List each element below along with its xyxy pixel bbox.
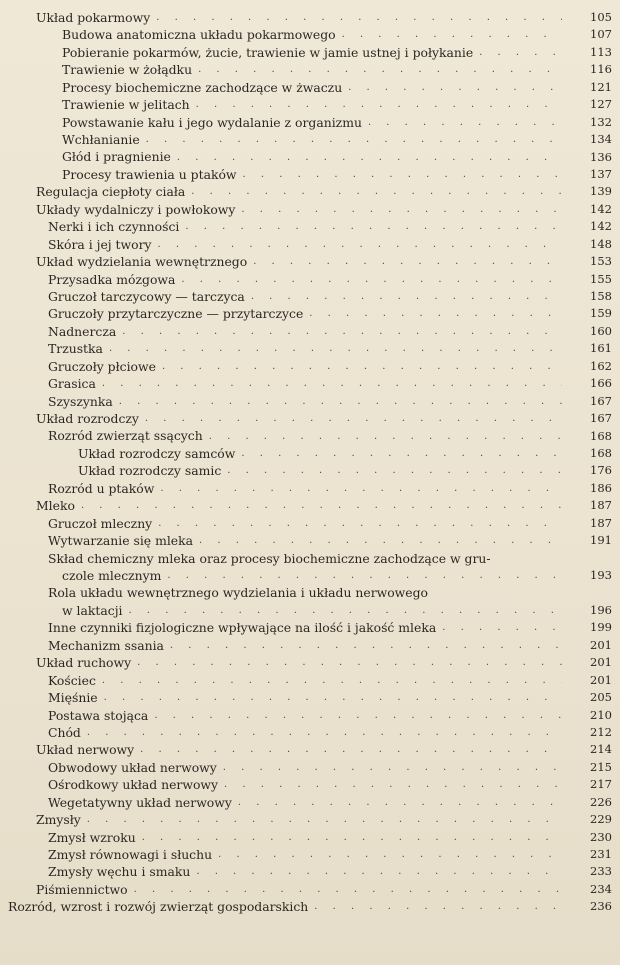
toc-entry-text [48,340,562,357]
toc-entry-title-continuation: w laktacji [62,602,123,618]
toc-entry-title: Obwodowy układ nerwowy [48,759,217,775]
dot-leader [198,61,562,78]
dot-leader [227,462,562,479]
toc-entry-text [48,672,562,689]
toc-page-number: 217 [590,777,612,792]
toc-page-number: 161 [590,341,612,356]
toc-entry-title: Piśmiennictwo [36,881,128,897]
toc-entry [0,462,620,479]
dot-leader [243,166,562,183]
toc-page-number: 162 [590,358,612,373]
toc-entry [0,236,620,253]
toc-entry [0,724,620,741]
toc-page-number: 139 [590,184,612,199]
toc-entry-title: Mięśnie [48,690,98,706]
toc-entry [0,149,620,166]
toc-entry-title: Ośrodkowy układ nerwowy [48,777,219,793]
toc-entry-text [36,654,562,671]
toc-entry [0,445,620,462]
toc-entry-title: Wegetatywny układ nerwowy [48,794,232,810]
dot-leader [87,811,562,828]
dot-leader [309,305,562,322]
toc-entry [0,358,620,375]
dot-leader [224,776,562,793]
dot-leader [102,672,562,689]
dot-leader [87,724,562,741]
toc-entry-title: Trawienie w jelitach [62,97,190,113]
toc-entry [0,166,620,183]
dot-leader [348,79,562,96]
toc-entry [0,550,620,585]
toc-entry-text [48,829,562,846]
toc-entry [0,79,620,96]
dot-leader [314,898,562,915]
dot-leader [104,689,562,706]
dot-leader [181,271,562,288]
toc-entry-text [48,236,562,253]
table-of-contents [0,9,620,916]
toc-entry-title: Regulacja ciepłoty ciała [36,184,186,200]
toc-page-number: 193 [590,568,612,582]
toc-entry [0,637,620,654]
toc-entry-text [48,288,562,305]
dot-leader [241,201,562,218]
toc-entry-text [78,462,562,479]
toc-page-number: 136 [590,149,612,164]
toc-entry [0,846,620,863]
toc-entry-title: Gruczoły przytarczyczne — przytarczyce [48,306,304,322]
dot-leader [241,445,562,462]
dot-leader [368,114,562,131]
toc-entry [0,44,620,61]
toc-entry-title: Rozród, wzrost i rozwój zwierząt gospodarskich [8,899,309,915]
toc-entry-text [48,532,562,549]
toc-entry-text [62,79,562,96]
toc-entry-title: Skład chemiczny mleka oraz procesy biochemiczne zachodzące w gru- [48,550,491,566]
dot-leader [185,218,562,235]
dot-leader [140,741,562,758]
toc-page-number: 137 [590,166,612,181]
dot-leader [81,497,562,514]
toc-entry [0,375,620,392]
toc-entry-text [48,863,562,880]
toc-page-number: 134 [590,132,612,147]
dot-leader [102,375,562,392]
toc-entry-text [36,410,562,427]
toc-page-number: 160 [590,323,612,338]
dot-leader [158,236,562,253]
toc-entry [0,584,620,619]
toc-page-number: 153 [590,254,612,269]
toc-entry-title: Zmysły [36,812,81,828]
toc-page-number: 187 [590,498,612,513]
toc-page-number: 132 [590,114,612,129]
toc-entry [0,811,620,828]
dot-leader [253,253,562,270]
toc-entry [0,881,620,898]
toc-entry-text [48,794,562,811]
toc-entry [0,183,620,200]
toc-page-number: 167 [590,393,612,408]
toc-entry [0,776,620,793]
toc-entry [0,201,620,218]
toc-entry-text [8,898,562,915]
toc-entry [0,689,620,706]
toc-entry-text [48,428,562,445]
toc-page-number: 229 [590,812,612,827]
toc-page-number: 214 [590,742,612,757]
toc-page-number: 148 [590,236,612,251]
dot-leader [238,794,562,811]
toc-entry [0,619,620,636]
toc-page-number: 236 [590,899,612,914]
dot-leader [223,759,562,776]
toc-entry [0,131,620,148]
toc-entry-title: Inne czynniki fizjologiczne wpływające na ilość i jakość mleka [48,620,437,636]
toc-page-number: 233 [590,864,612,879]
toc-entry-text [48,271,562,288]
dot-leader [146,131,562,148]
toc-page-number: 215 [590,759,612,774]
toc-entry [0,480,620,497]
toc-entry-title: Układ nerwowy [36,742,135,758]
toc-entry-text [48,480,562,497]
toc-entry-text [48,619,562,636]
toc-entry [0,898,620,915]
dot-leader [191,183,562,200]
toc-entry-text [48,305,562,322]
toc-page-number: 201 [590,672,612,687]
toc-entry [0,532,620,549]
toc-entry-title: Układy wydalniczy i powłokowy [36,201,236,217]
toc-page-number: 226 [590,794,612,809]
toc-entry [0,253,620,270]
toc-entry [0,61,620,78]
dot-leader [129,602,562,619]
toc-entry-text [48,846,562,863]
toc-entry [0,707,620,724]
dot-leader [177,149,562,166]
toc-entry [0,218,620,235]
toc-entry-title: Gruczoł tarczycowy — tarczyca [48,288,245,304]
dot-leader [109,340,562,357]
dot-leader [170,637,562,654]
toc-entry-title: Układ rozrodczy samców [78,445,236,461]
toc-entry [0,305,620,322]
dot-leader [251,288,562,305]
toc-page-number: 234 [590,881,612,896]
toc-page-number: 196 [590,602,612,617]
toc-entry-title: Mechanizm ssania [48,637,164,653]
toc-entry [0,393,620,410]
toc-entry-text [48,375,562,392]
dot-leader [158,515,562,532]
toc-entry [0,672,620,689]
toc-entry-title: Szyszynka [48,393,113,409]
toc-entry [0,323,620,340]
dot-leader [196,96,562,113]
dot-leader [160,480,562,497]
dot-leader [196,863,562,880]
toc-entry-text [48,393,562,410]
dot-leader [137,654,562,671]
toc-entry-title: Głód i pragnienie [62,149,171,165]
toc-entry [0,759,620,776]
toc-entry-text [36,9,562,26]
toc-entry [0,271,620,288]
toc-page-number: 186 [590,480,612,495]
toc-page-number: 113 [590,44,612,59]
toc-entry-title: Zmysł równowagi i słuchu [48,847,213,863]
dot-leader [209,428,562,445]
toc-page-number: 155 [590,271,612,286]
toc-entry-text [48,584,562,619]
toc-entry-title: Budowa anatomiczna układu pokarmowego [62,27,336,43]
toc-page-number: 159 [590,306,612,321]
toc-page-number: 201 [590,655,612,670]
toc-entry [0,829,620,846]
toc-entry-text [48,323,562,340]
toc-entry-title: Kościec [48,672,96,688]
toc-page-number: 158 [590,289,612,303]
toc-entry-title: Rola układu wewnętrznego wydzielania i układu nerwowego [48,585,429,601]
toc-page-number: 176 [590,463,612,478]
toc-entry [0,515,620,532]
toc-entry [0,794,620,811]
toc-page-number: 212 [590,724,612,739]
toc-entry-title: Grasica [48,376,96,392]
toc-page-number: 142 [590,201,612,216]
toc-entry-text [36,201,562,218]
toc-entry-title-continuation: czole mlecznym [62,568,162,583]
toc-entry-text [36,253,562,270]
toc-entry-text [78,445,562,462]
dot-leader [145,410,562,427]
toc-entry [0,863,620,880]
toc-page-number: 199 [590,620,612,635]
toc-page-number: 116 [590,62,612,77]
toc-entry-text [62,114,562,131]
toc-page-number: 107 [590,27,612,42]
dot-leader [142,829,562,846]
toc-entry-title: Skóra i jej twory [48,236,152,252]
toc-page-number: 205 [590,690,612,705]
toc-entry-text [48,759,562,776]
toc-entry-title: Chód [48,724,81,740]
toc-page-number: 167 [590,411,612,426]
toc-entry-title: Procesy biochemiczne zachodzące w żwaczu [62,79,343,95]
toc-entry-text [48,689,562,706]
toc-page-number: 210 [590,707,612,722]
toc-entry-text [62,61,562,78]
toc-entry-text [48,218,562,235]
toc-entry-title: Procesy trawienia u ptaków [62,166,237,182]
dot-leader [156,9,562,26]
toc-entry-text [62,26,562,43]
dot-leader [122,323,562,340]
toc-entry-title: Układ rozrodczy samic [78,463,222,479]
toc-page-number: 191 [590,533,612,548]
toc-page-number: 201 [590,637,612,652]
toc-entry-title: Powstawanie kału i jego wydalanie z organizmu [62,114,362,130]
dot-leader [162,358,562,375]
dot-leader [167,567,562,584]
toc-entry-text [62,149,562,166]
toc-page-number: 127 [590,97,612,112]
toc-entry-text [48,550,562,585]
dot-leader [199,532,562,549]
toc-entry-text [48,358,562,375]
toc-entry [0,114,620,131]
toc-entry-title: Gruczoły płciowe [48,358,156,374]
toc-entry-text [36,741,562,758]
toc-entry-title: Nadnercza [48,323,117,339]
toc-entry [0,26,620,43]
toc-entry-title: Nerki i ich czynności [48,219,180,235]
toc-page-number: 121 [590,79,612,94]
toc-entry-title: Rozród u ptaków [48,480,155,496]
toc-entry-title: Gruczoł mleczny [48,515,153,531]
toc-entry [0,654,620,671]
toc-entry-text [48,724,562,741]
toc-entry-text [48,776,562,793]
toc-entry-title: Rozród zwierząt ssących [48,428,203,444]
toc-entry [0,340,620,357]
toc-entry-text [48,707,562,724]
toc-entry-title: Układ ruchowy [36,655,132,671]
toc-page-number: 230 [590,829,612,844]
toc-entry-title: Mleko [36,498,75,514]
toc-entry-title: Wchłanianie [62,132,140,148]
toc-entry-title: Zmysły węchu i smaku [48,864,191,880]
toc-page-number: 168 [590,428,612,443]
dot-leader [479,44,562,61]
toc-page-number: 231 [590,847,612,862]
toc-entry-text [62,96,562,113]
toc-entry [0,9,620,26]
toc-entry-text [62,44,562,61]
toc-page-number: 105 [590,10,612,24]
toc-entry-text [48,515,562,532]
toc-entry-title: Układ pokarmowy [36,9,151,25]
toc-page-number: 142 [590,219,612,234]
toc-entry-title: Postawa stojąca [48,707,149,723]
toc-page-number: 166 [590,376,612,391]
toc-entry-title: Przysadka mózgowa [48,271,176,287]
dot-leader [442,619,562,636]
toc-entry [0,410,620,427]
dot-leader [134,881,562,898]
toc-entry-text [62,166,562,183]
dot-leader [218,846,562,863]
toc-entry-title: Układ rozrodczy [36,411,139,427]
toc-entry-text [48,637,562,654]
dot-leader [154,707,562,724]
toc-entry [0,741,620,758]
toc-entry-text [36,811,562,828]
toc-entry-text [36,497,562,514]
dot-leader [119,393,562,410]
toc-entry-text [62,131,562,148]
toc-entry [0,288,620,305]
toc-entry-title: Trzustka [48,341,103,357]
toc-entry [0,96,620,113]
toc-entry-text [36,183,562,200]
toc-entry [0,428,620,445]
toc-entry-title: Pobieranie pokarmów, żucie, trawienie w jamie ustnej i połykanie [62,44,474,60]
toc-entry-title: Zmysł wzroku [48,829,136,845]
dot-leader [342,26,562,43]
toc-entry-title: Trawienie w żołądku [62,62,193,78]
toc-entry [0,497,620,514]
toc-entry-text [36,881,562,898]
toc-page-number: 168 [590,445,612,460]
toc-entry-title: Wytwarzanie się mleka [48,533,194,549]
toc-entry-title: Układ wydzielania wewnętrznego [36,254,248,270]
toc-page-number: 187 [590,515,612,530]
